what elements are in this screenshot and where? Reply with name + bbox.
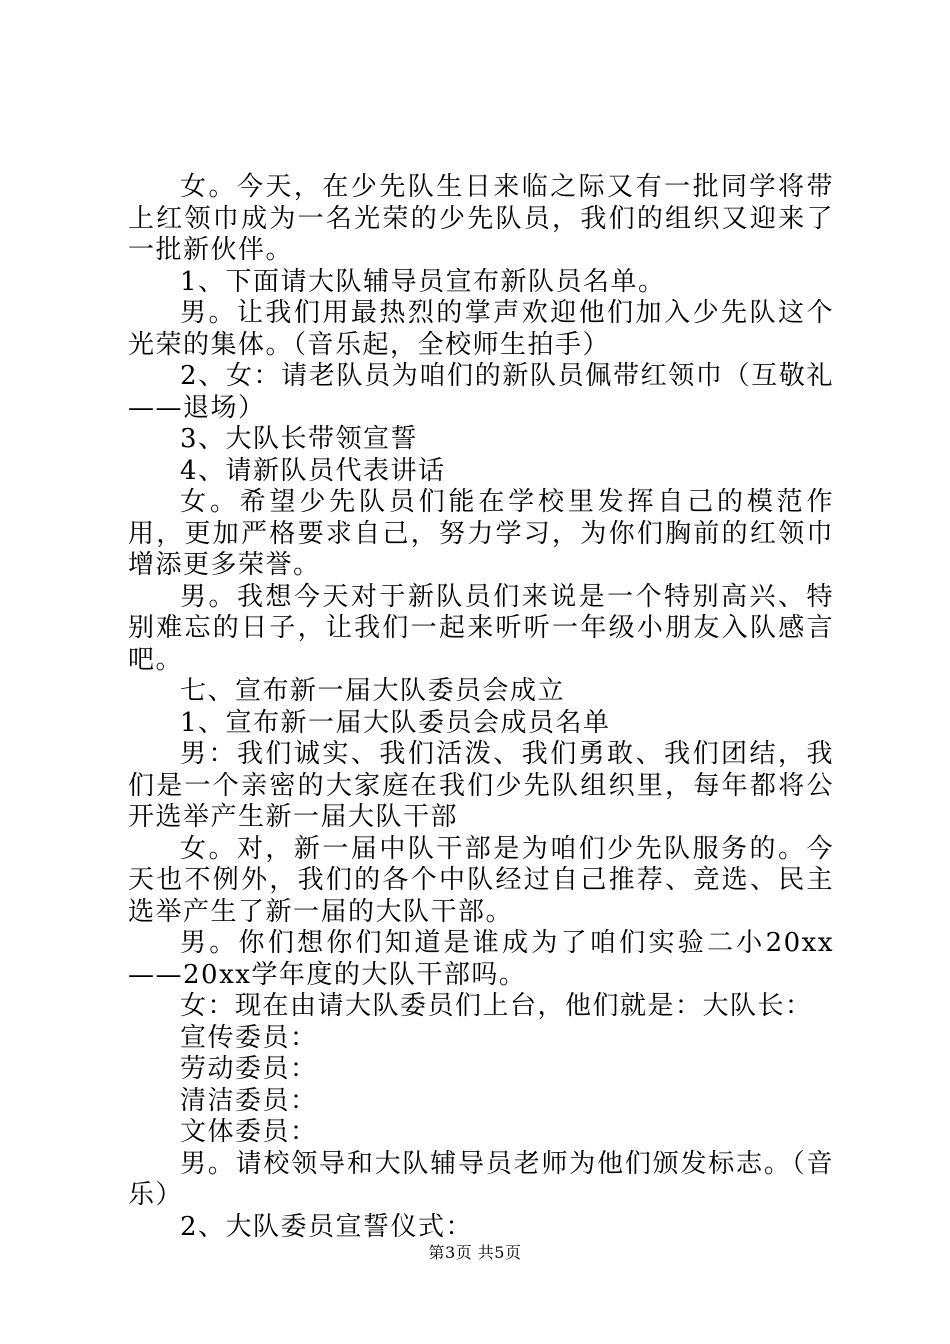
paragraph: 1、宣布新一届大队委员会成员名单 — [180, 707, 611, 738]
paragraph: 男：我们诚实、我们活泼、我们勇敢、我们团结，我们是一个亲密的大家庭在我们少先队组织里，每年都将公开选举产生新一届大队干部 — [128, 739, 834, 832]
paragraph: 男。请校领导和大队辅导员老师为他们颁发标志。（音乐） — [128, 1148, 834, 1210]
paragraph: 男。你们想你们知道是谁成为了咱们实验二小20xx——20xx学年度的大队干部吗。 — [128, 928, 834, 990]
paragraph: 女：现在由请大队委员们上台，他们就是：大队长： — [180, 991, 813, 1021]
committee-role-line: 清洁委员： — [180, 1085, 318, 1116]
paragraph: 女。对，新一届中队干部是为咱们少先队服务的。今天也不例外，我们的各个中队经过自己推荐、竞选、民主选举产生了新一届的大队干部。 — [128, 833, 834, 927]
committee-role-line: 宣传委员： — [180, 1022, 318, 1053]
paragraph: 女。希望少先队员们能在学校里发挥自己的模范作用，更加严格要求自己，努力学习，为你们胸前的红领巾增添更多荣誉。 — [128, 487, 834, 580]
section-heading: 七、宣布新一届大队委员会成立 — [180, 676, 566, 706]
paragraph: 1、下面请大队辅导员宣布新队员名单。 — [180, 266, 666, 297]
page-number-footer: 第3页 共5页 — [428, 1243, 522, 1262]
committee-role-line: 劳动委员： — [180, 1054, 318, 1084]
document-body — [128, 172, 834, 1243]
paragraph: 男。我想今天对于新队员们来说是一个特别高兴、特别难忘的日子，让我们一起来听听一年级小朋友入队感言吧。 — [128, 581, 834, 675]
paragraph: 4、请新队员代表讲话 — [180, 455, 446, 486]
paragraph: 3、大队长带领宣誓 — [180, 424, 419, 454]
paragraph: 男。让我们用最热烈的掌声欢迎他们加入少先队这个光荣的集体。（音乐起，全校师生拍手） — [128, 298, 834, 360]
paragraph: 2、女：请老队员为咱们的新队员佩带红领巾（互敬礼——退场） — [128, 361, 834, 423]
paragraph: 2、大队委员宣誓仪式： — [180, 1211, 474, 1242]
paragraph: 女。今天，在少先队生日来临之际又有一批同学将带上红领巾成为一名光荣的少先队员，我们的组织又迎来了一批新伙伴。 — [128, 172, 834, 265]
committee-role-line: 文体委员： — [180, 1117, 318, 1147]
